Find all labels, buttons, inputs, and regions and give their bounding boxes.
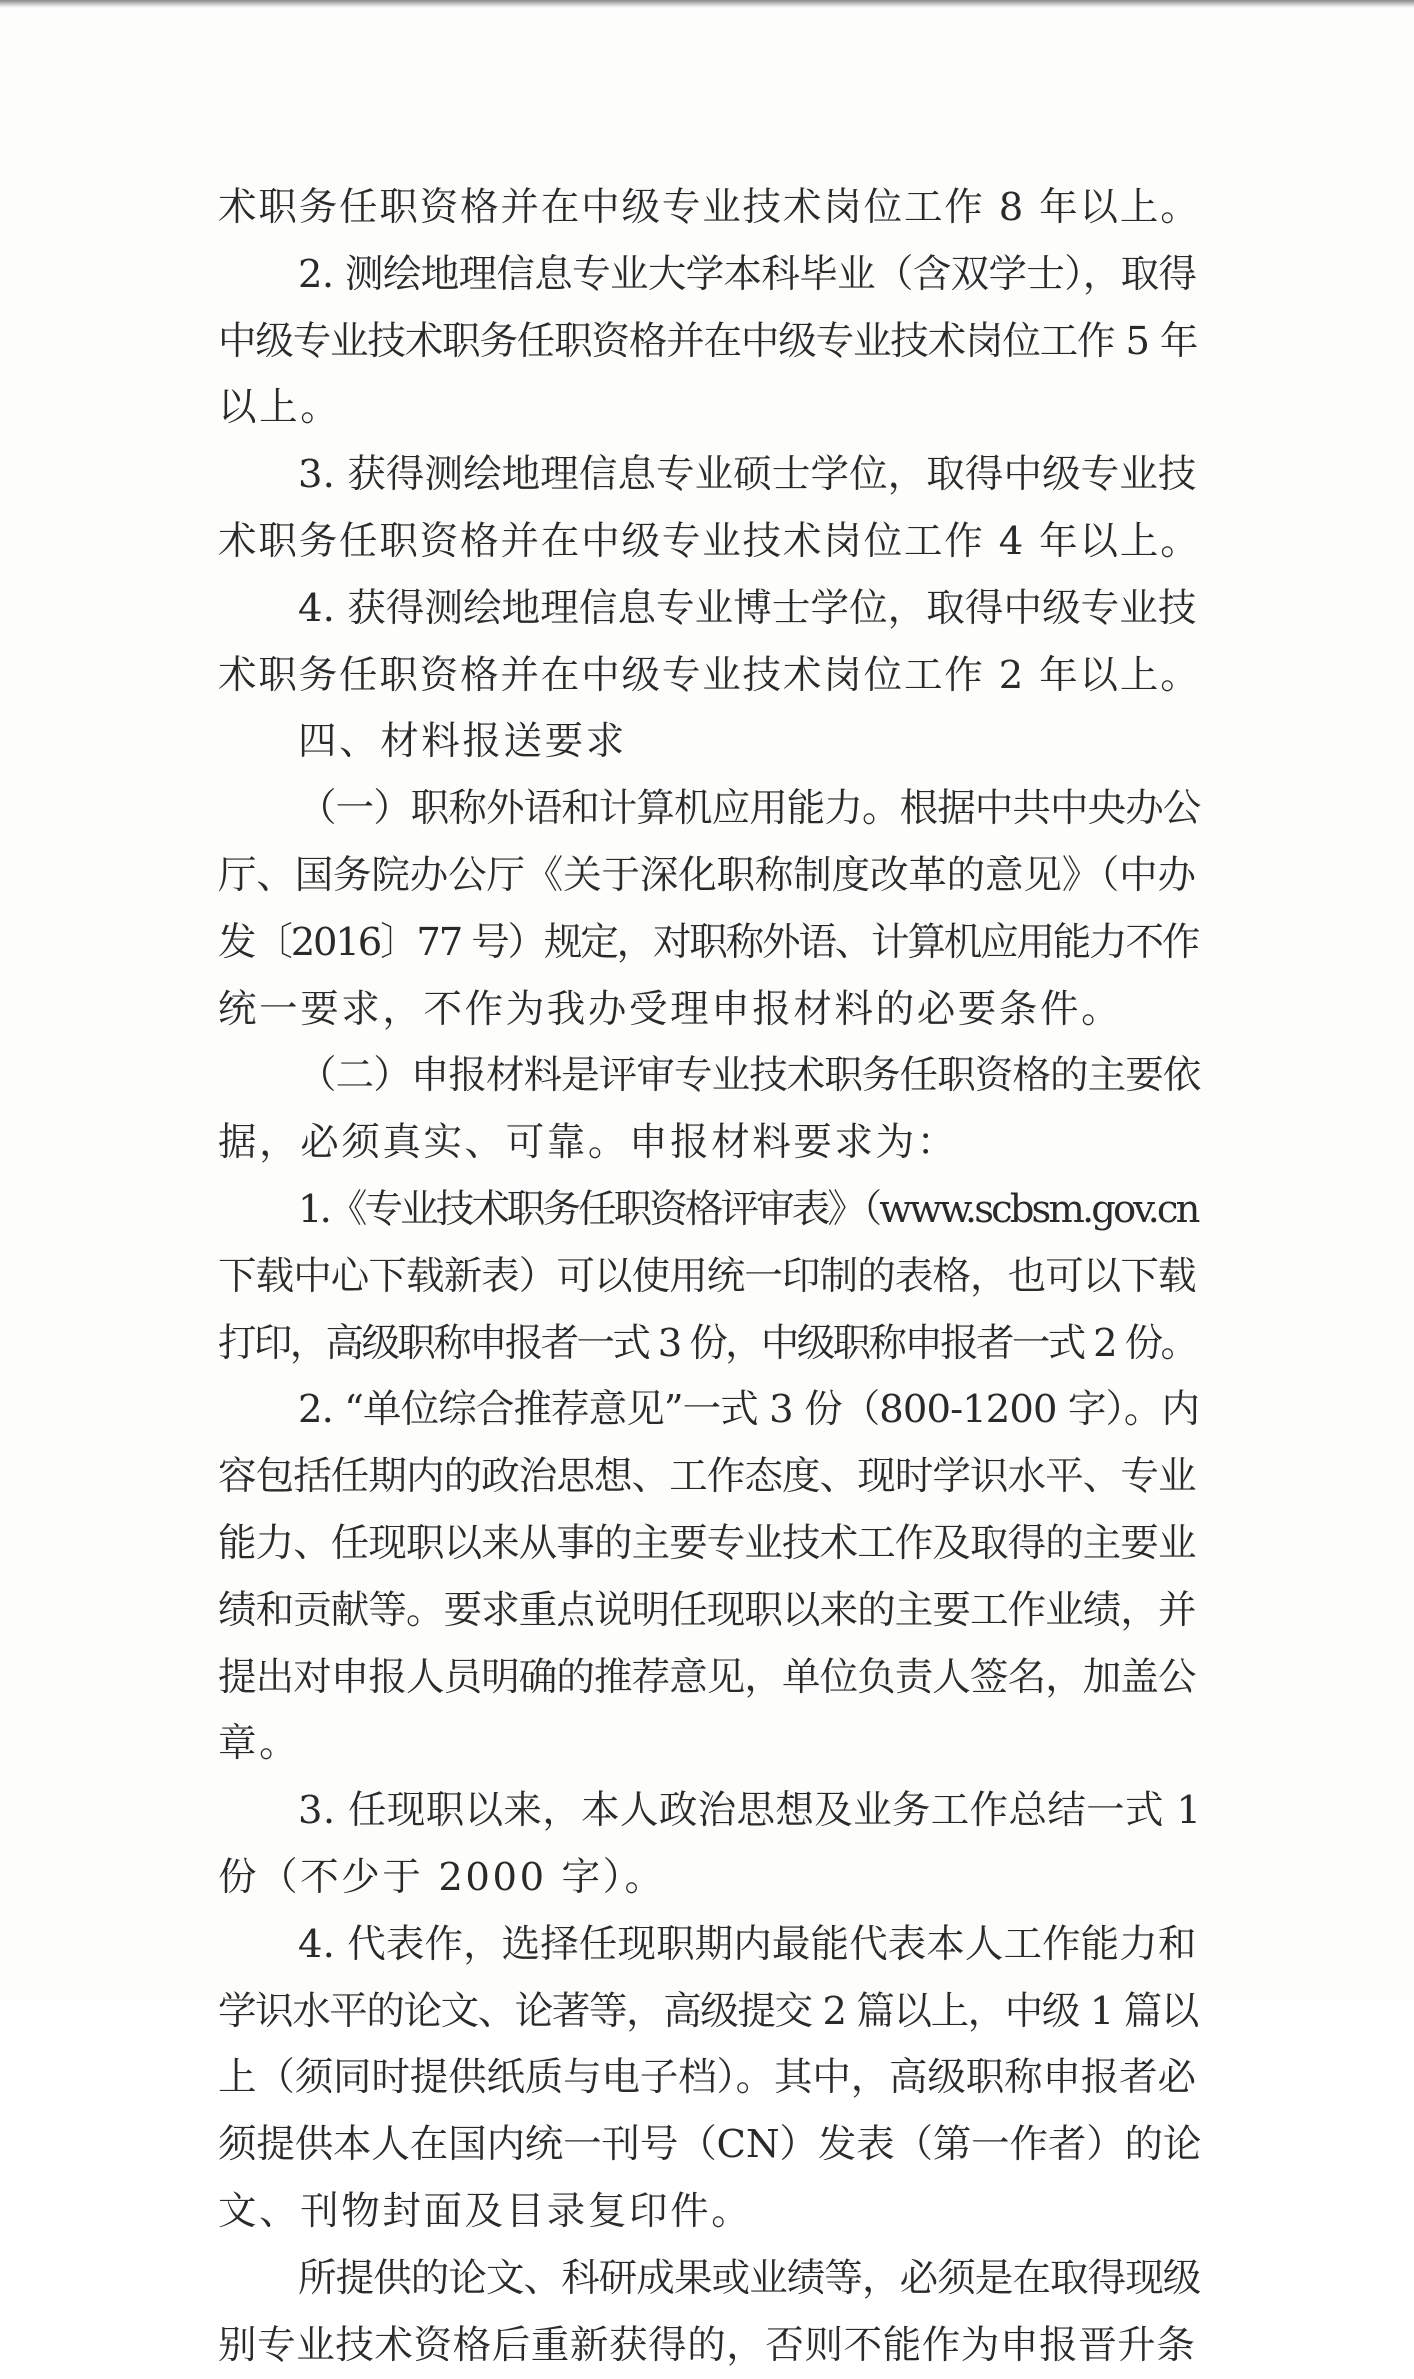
document-line: 四、材料报送要求 xyxy=(218,709,1200,776)
document-line: 容包括任期内的政治思想、工作态度、现时学识水平、专业 xyxy=(218,1444,1200,1511)
document-line: 能力、任现职以来从事的主要专业技术工作及取得的主要业 xyxy=(218,1511,1200,1578)
document-line: 下载中心下载新表）可以使用统一印制的表格，也可以下载 xyxy=(218,1244,1200,1311)
document-line: 打印，高级职称申报者一式 3 份，中级职称申报者一式 2 份。 xyxy=(218,1311,1200,1378)
scan-top-edge xyxy=(0,0,1414,8)
document-line: 3. 获得测绘地理信息专业硕士学位，取得中级专业技 xyxy=(218,442,1200,509)
document-line: 1.《专业技术职务任职资格评审表》（www.scbsm.gov.cn xyxy=(218,1177,1200,1244)
document-line: 以上。 xyxy=(218,375,1200,442)
document-line: 术职务任职资格并在中级专业技术岗位工作 8 年以上。 xyxy=(218,175,1200,242)
document-body xyxy=(218,175,1200,2379)
document-line: 据，必须真实、可靠。申报材料要求为： xyxy=(218,1110,1200,1177)
document-line: 所提供的论文、科研成果或业绩等，必须是在取得现级 xyxy=(218,2246,1200,2313)
document-line: 份（不少于 2000 字）。 xyxy=(218,1845,1200,1912)
document-line: 发〔2016〕77 号）规定，对职称外语、计算机应用能力不作 xyxy=(218,910,1200,977)
document-line: 术职务任职资格并在中级专业技术岗位工作 4 年以上。 xyxy=(218,509,1200,576)
document-line: 术职务任职资格并在中级专业技术岗位工作 2 年以上。 xyxy=(218,643,1200,710)
document-line: 4. 获得测绘地理信息专业博士学位，取得中级专业技 xyxy=(218,576,1200,643)
document-line: 别专业技术资格后重新获得的，否则不能作为申报晋升条 xyxy=(218,2313,1200,2379)
document-line: 2. 测绘地理信息专业大学本科毕业（含双学士），取得 xyxy=(218,242,1200,309)
document-line: 4. 代表作，选择任现职期内最能代表本人工作能力和 xyxy=(218,1912,1200,1979)
document-line: 提出对申报人员明确的推荐意见，单位负责人签名，加盖公 xyxy=(218,1645,1200,1712)
document-line: 须提供本人在国内统一刊号（CN）发表（第一作者）的论 xyxy=(218,2112,1200,2179)
document-line: 文、刊物封面及目录复印件。 xyxy=(218,2179,1200,2246)
document-line: 统一要求，不作为我办受理申报材料的必要条件。 xyxy=(218,977,1200,1044)
document-line: （二）申报材料是评审专业技术职务任职资格的主要依 xyxy=(218,1043,1200,1110)
document-line: 中级专业技术职务任职资格并在中级专业技术岗位工作 5 年 xyxy=(218,309,1200,376)
document-line: 上（须同时提供纸质与电子档）。其中，高级职称申报者必 xyxy=(218,2045,1200,2112)
document-line: （一）职称外语和计算机应用能力。根据中共中央办公 xyxy=(218,776,1200,843)
document-line: 2. “单位综合推荐意见”一式 3 份（800-1200 字）。内 xyxy=(218,1377,1200,1444)
document-line: 学识水平的论文、论著等，高级提交 2 篇以上，中级 1 篇以 xyxy=(218,1979,1200,2046)
document-line: 3. 任现职以来，本人政治思想及业务工作总结一式 1 xyxy=(218,1778,1200,1845)
document-line: 章。 xyxy=(218,1711,1200,1778)
document-line: 绩和贡献等。要求重点说明任现职以来的主要工作业绩，并 xyxy=(218,1578,1200,1645)
document-line: 厅、国务院办公厅《关于深化职称制度改革的意见》（中办 xyxy=(218,843,1200,910)
